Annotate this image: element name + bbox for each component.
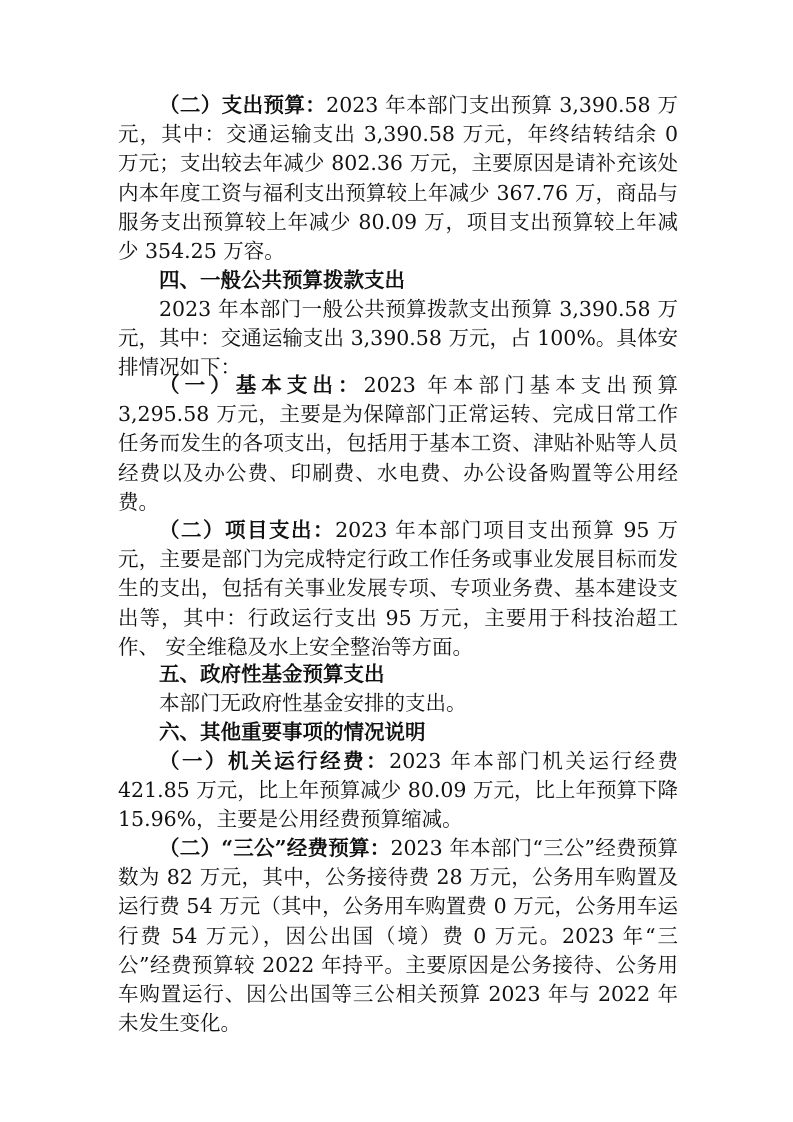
paragraph-government-fund (118, 689, 678, 718)
paragraph-lead: （一）机关运行经费： (159, 749, 390, 773)
paragraph-operating-expenses (118, 747, 678, 835)
paragraph-text: 2023 年本部门机关运行经费 421.85 万元，比上年预算减少 80.09 万元，比上年预算下降 15.96%，主要是公用经费预算缩减。 (118, 749, 678, 832)
paragraph-lead: （二）项目支出： (159, 518, 336, 542)
paragraph-three-public-expenses (118, 834, 678, 1038)
paragraph-text: 2023 年本部门项目支出预算 95 万元，主要是部门为完成特定行政工作任务或事业发展目标而发生的支出，包括有关事业发展专项、专项业务费、基本建设支出等，其中：行政运行支出 95 万元，主要用于科技治超工作、 安全维稳及水上安全整治等方面。 (118, 518, 678, 659)
section-heading-other-matters: 六、其他重要事项的情况说明 (159, 720, 426, 744)
paragraph-general-public-budget (118, 295, 678, 383)
paragraph-text: 2023 年本部门“三公”经费预算数为 82 万元，其中，公务接待费 28 万元，公务用车购置及运行费 54 万元（其中，公务用车购置费 0 万元，公务用车运行费 54 万元），因公出国（境）费 0 万元。2023 年“三公”经费预算较 2022 年持平。主要原因是公务接待、公务用车购置运行、因公出国等三公相关预算 2023 年与 2022 年未发生变化。 (118, 836, 678, 1036)
paragraph-text: 2023 年本部门支出预算 3,390.58 万元，其中：交通运输支出 3,390.58 万元，年终结转结余 0 万元；支出较去年减少 802.36 万元，主要原因是请补充该处内本年度工资与福利支出预算较上年减少 367.76 万，商品与服务支出预算较上年减少 80.09 万，项目支出预算较上年减少 354.25 万容。 (118, 93, 678, 264)
paragraph-lead: （二）支出预算： (159, 93, 327, 117)
paragraph-expenditure-budget (118, 91, 678, 266)
paragraph-lead: （二）“三公”经费预算： (159, 836, 391, 860)
paragraph-project-expenditure (118, 516, 678, 662)
paragraph-text: 本部门无政府性基金安排的支出。 (159, 691, 467, 715)
paragraph-lead: （一）基本支出： (159, 373, 364, 397)
paragraph-text: 2023 年本部门一般公共预算拨款支出预算 3,390.58 万元，其中：交通运输支出 3,390.58 万元，占 100%。具体安排情况如下： (118, 297, 678, 380)
paragraph-basic-expenditure (118, 371, 678, 517)
section-heading-general-public-budget: 四、一般公共预算拨款支出 (159, 268, 405, 292)
section-heading-government-fund: 五、政府性基金预算支出 (159, 662, 385, 686)
paragraph-text: 2023 年本部门基本支出预算 3,295.58 万元，主要是为保障部门正常运转、完成日常工作任务而发生的各项支出，包括用于基本工资、津贴补贴等人员经费以及办公费、印刷费、水电费、办公设备购置等公用经费。 (118, 373, 679, 514)
